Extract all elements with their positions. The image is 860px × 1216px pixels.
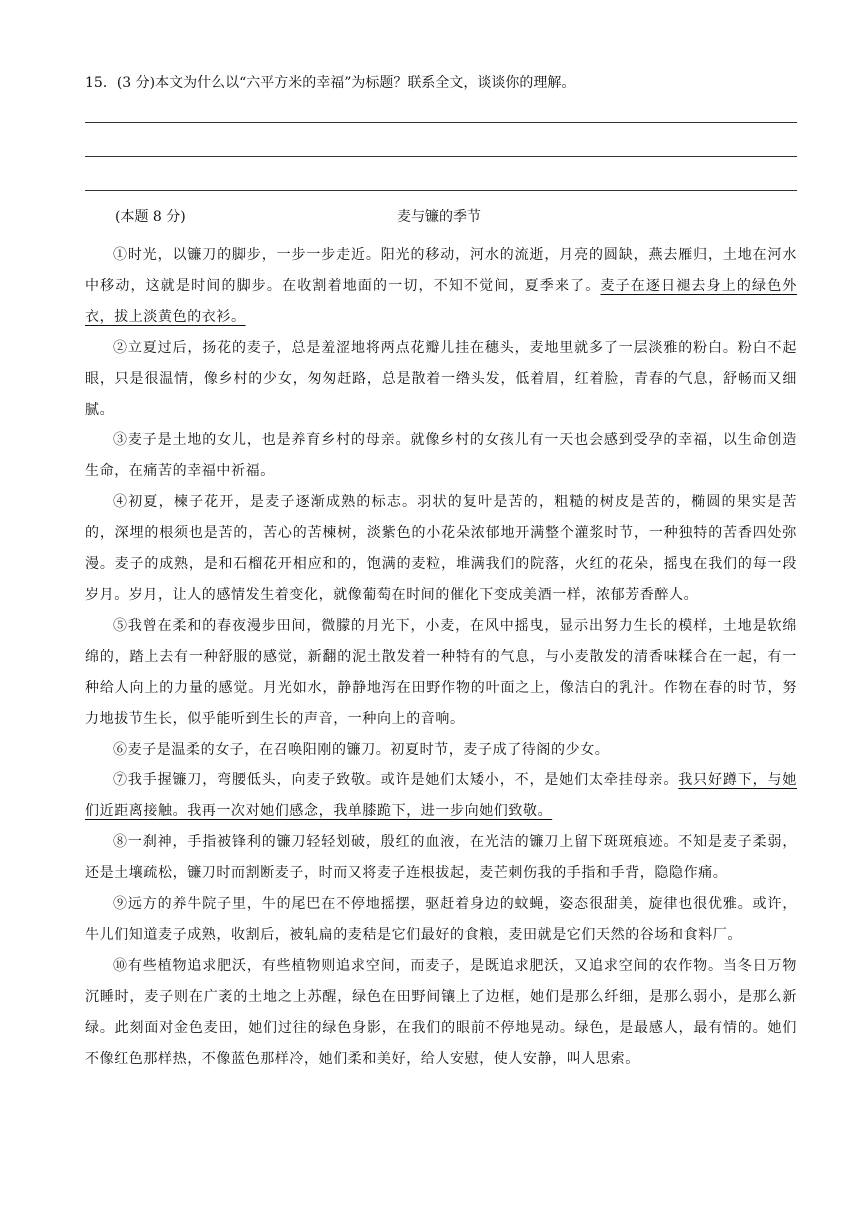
paragraph-5 [85,611,797,735]
paragraph-3 [85,425,797,487]
paragraph-text: ④初夏，楝子花开，是麦子逐渐成熟的标志。羽状的复叶是苦的，粗糙的树皮是苦的，椭圆的果实是苦的，深埋的根须也是苦的，苦心的苦楝树，淡紫色的小花朵浓郁地开满整个灌浆时节，一种独特的苦香四处弥漫。麦子的成熟，是和石榴花开相应和的，饱满的麦粒，堆满我们的院落，火红的花朵，摇曳在我们的每一段岁月。岁月，让人的感情发生着变化，就像葡萄在时间的催化下变成美酒一样，浓郁芳香醉人。 [85,494,797,603]
paragraph-2 [85,333,797,426]
paragraph-9 [85,889,797,951]
paragraph-6 [85,735,797,766]
paragraph-text: ⑥麦子是温柔的女子，在召唤阳刚的镰刀。初夏时节，麦子成了待阁的少女。 [113,741,610,758]
paragraph-text: ②立夏过后，扬花的麦子，总是羞涩地将两点花瓣儿挂在穗头，麦地里就多了一层淡雅的粉白。粉白不起眼，只是很温情，像乡村的少女，匆匆赶路，总是散着一绺头发，低着眉，红着脸，青春的气息，舒畅而又细腻。 [85,339,797,418]
paragraph-text: ⑧一刹神，手指被锋利的镰刀轻轻划破，殷红的血液，在光洁的镰刀上留下斑斑痕迹。不知是麦子柔弱，还是土壤疏松，镰刀时而割断麦子，时而又将麦子连根拔起，麦芒刺伤我的手指和手背，隐隐作痛。 [85,834,797,882]
answer-line [85,122,797,123]
answer-line [85,190,797,191]
paragraph-text: ⑩有些植物追求肥沃，有些植物则追求空间，而麦子，是既追求肥沃，又追求空间的农作物。当冬日万物沉睡时，麦子则在广袤的土地之上苏醒，绿色在田野间镶上了边框，她们是那么纤细，是那么弱小，是那么新绿。此刻面对金色麦田，她们过往的绿色身影，在我们的眼前不停地晃动。绿色，是最感人，最有情的。她们不像红色那样热，不像蓝色那样冷，她们柔和美好，给人安慰，使人安静，叫人思索。 [85,957,797,1067]
section-score: (本题 8 分) [115,209,186,225]
paragraph-text: ③麦子是土地的女儿，也是养育乡村的母亲。就像乡村的女孩儿有一天也会感到受孕的幸福，以生命创造生命，在痛苦的幸福中祈福。 [85,432,797,480]
underlined-sentence: 麦子在逐日褪去身上的绿色外衣，拔上淡黄色的衣衫。 [85,277,797,325]
paragraph-text: ⑨远方的养牛院子里，牛的尾巴在不停地摇摆，驱赶着身边的蚊蝇，姿态很甜美，旋律也很优雅。或许，牛儿们知道麦子成熟，收割后，被轧扁的麦秸是它们最好的食粮，麦田就是它们天然的谷场和食料厂。 [85,896,797,943]
paragraph-text: ⑤我曾在柔和的春夜漫步田间，微朦的月光下，小麦，在风中摇曳，显示出努力生长的模样，土地是软绵绵的，踏上去有一种舒服的感觉，新翻的泥土散发着一种特有的气息，与小麦散发的清香味糅合在一起，有一种给人向上的力量的感觉。月光如水，静静地泻在田野作物的叶面之上，像洁白的乳汁。作物在春的时节，努力地拔节生长，似乎能听到生长的声音，一种向上的音响。 [85,617,797,727]
paragraph-8 [85,827,797,889]
article-title: 麦与镰的季节 [397,209,481,225]
answer-line [85,156,797,157]
underlined-sentence: 我只好蹲下，与她们近距离接触。我再一次对她们感念，我单膝跪下，进一步向她们致敬。 [85,772,797,820]
paragraph-text: ①时光，以镰刀的脚步，一步一步走近。阳光的移动，河水的流逝，月亮的圆缺，燕去雁归，土地在河水中移动，这就是时间的脚步。在收割着地面的一切，不知不觉间，夏季来了。 [85,247,797,294]
paragraph-text: ⑦我手握镰刀，弯腰低头，向麦子致敬。或许是她们太矮小，不，是她们太牵挂母亲。 [113,772,679,789]
paragraph-1 [85,240,797,333]
question-15: 15．(3 分)本文为什么以“六平方米的幸福”为标题？联系全文，谈谈你的理解。 [85,75,576,91]
article-body [85,240,797,1074]
paragraph-7 [85,765,797,827]
paragraph-10 [85,951,797,1075]
section-header [115,206,797,228]
paragraph-4 [85,487,797,611]
